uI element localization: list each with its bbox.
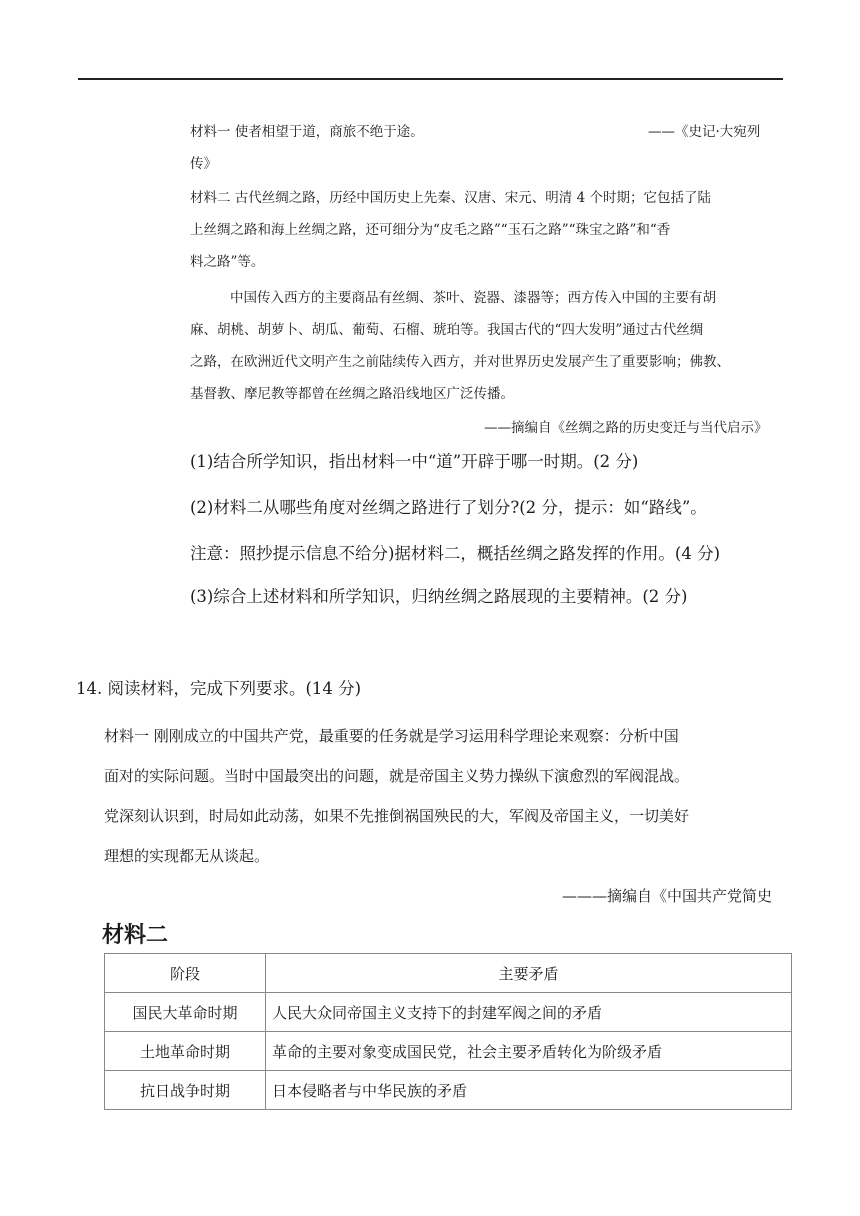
table-header: 阶段 <box>105 954 266 993</box>
material2-line: 中国传入西方的主要商品有丝绸、茶叶、瓷器、漆器等；西方传入中国的主要有胡 <box>230 290 716 306</box>
material2-heading: 材料二 <box>102 923 169 948</box>
table-header: 主要矛盾 <box>266 954 792 993</box>
table-cell: 土地革命时期 <box>105 1032 266 1071</box>
table-cell: 人民大众同帝国主义支持下的封建军阀之间的矛盾 <box>266 993 792 1032</box>
contradiction-table <box>104 953 792 1110</box>
q14-material1-line: 面对的实际问题。当时中国最突出的问题，就是帝国主义势力操纵下演愈烈的军阀混战。 <box>104 767 690 785</box>
question-2-cont: 注意：照抄提示信息不给分)据材料二，概括丝绸之路发挥的作用。(4 分) <box>190 544 721 563</box>
q14-material1-line: 材料一 刚刚成立的中国共产党，最重要的任务就是学习运用科学理论来观察：分析中国 <box>104 727 679 745</box>
material1-text: 材料一 使者相望于道，商旅不绝于途。 <box>190 124 424 140</box>
material2-line: 材料二 古代丝绸之路，历经中国历史上先秦、汉唐、宋元、明清 4 个时期；它包括了陆 <box>190 190 711 206</box>
material2-line: 基督教、摩尼教等都曾在丝绸之路沿线地区广泛传播。 <box>190 386 514 402</box>
material2-source: ——摘编自《丝绸之路的历史变迁与当代启示》 <box>484 420 768 436</box>
table-cell: 抗日战争时期 <box>105 1071 266 1110</box>
table-row <box>105 1071 792 1110</box>
table-row <box>105 993 792 1032</box>
q14-title: 14. 阅读材料，完成下列要求。(14 分) <box>76 679 362 698</box>
material2-line: 上丝绸之路和海上丝绸之路，还可细分为“皮毛之路”“玉石之路”“珠宝之路”和“香 <box>190 222 671 238</box>
q14-material1-line: 党深刻认识到，时局如此动荡，如果不先推倒祸国殃民的大，军阀及帝国主义，一切美好 <box>104 807 690 825</box>
header-rule <box>78 78 783 80</box>
material2-line: 麻、胡桃、胡萝卜、胡瓜、葡萄、石榴、琥珀等。我国古代的“四大发明”通过古代丝绸 <box>190 322 704 338</box>
question-3: (3)综合上述材料和所学知识，归纳丝绸之路展现的主要精神。(2 分) <box>190 587 688 606</box>
material1-source: ——《史记·大宛列 <box>648 124 761 140</box>
table-cell: 日本侵略者与中华民族的矛盾 <box>266 1071 792 1110</box>
table-cell: 革命的主要对象变成国民党，社会主要矛盾转化为阶级矛盾 <box>266 1032 792 1071</box>
q14-material1-line: 理想的实现都无从谈起。 <box>104 847 270 865</box>
material1-source-cont: 传》 <box>190 156 217 172</box>
table-header-row <box>105 954 792 993</box>
table-cell: 国民大革命时期 <box>105 993 266 1032</box>
q14-material1-source: ———摘编自《中国共产党简史 <box>562 887 773 905</box>
question-1: (1)结合所学知识，指出材料一中“道”开辟于哪一时期。(2 分) <box>190 452 639 471</box>
material2-line: 之路，在欧洲近代文明产生之前陆续传入西方，并对世界历史发展产生了重要影响；佛教、 <box>190 354 730 370</box>
question-2: (2)材料二从哪些角度对丝绸之路进行了划分?(2 分，提示：如“路线”。 <box>190 498 707 517</box>
table-row <box>105 1032 792 1071</box>
material2-line: 料之路”等。 <box>190 254 265 270</box>
